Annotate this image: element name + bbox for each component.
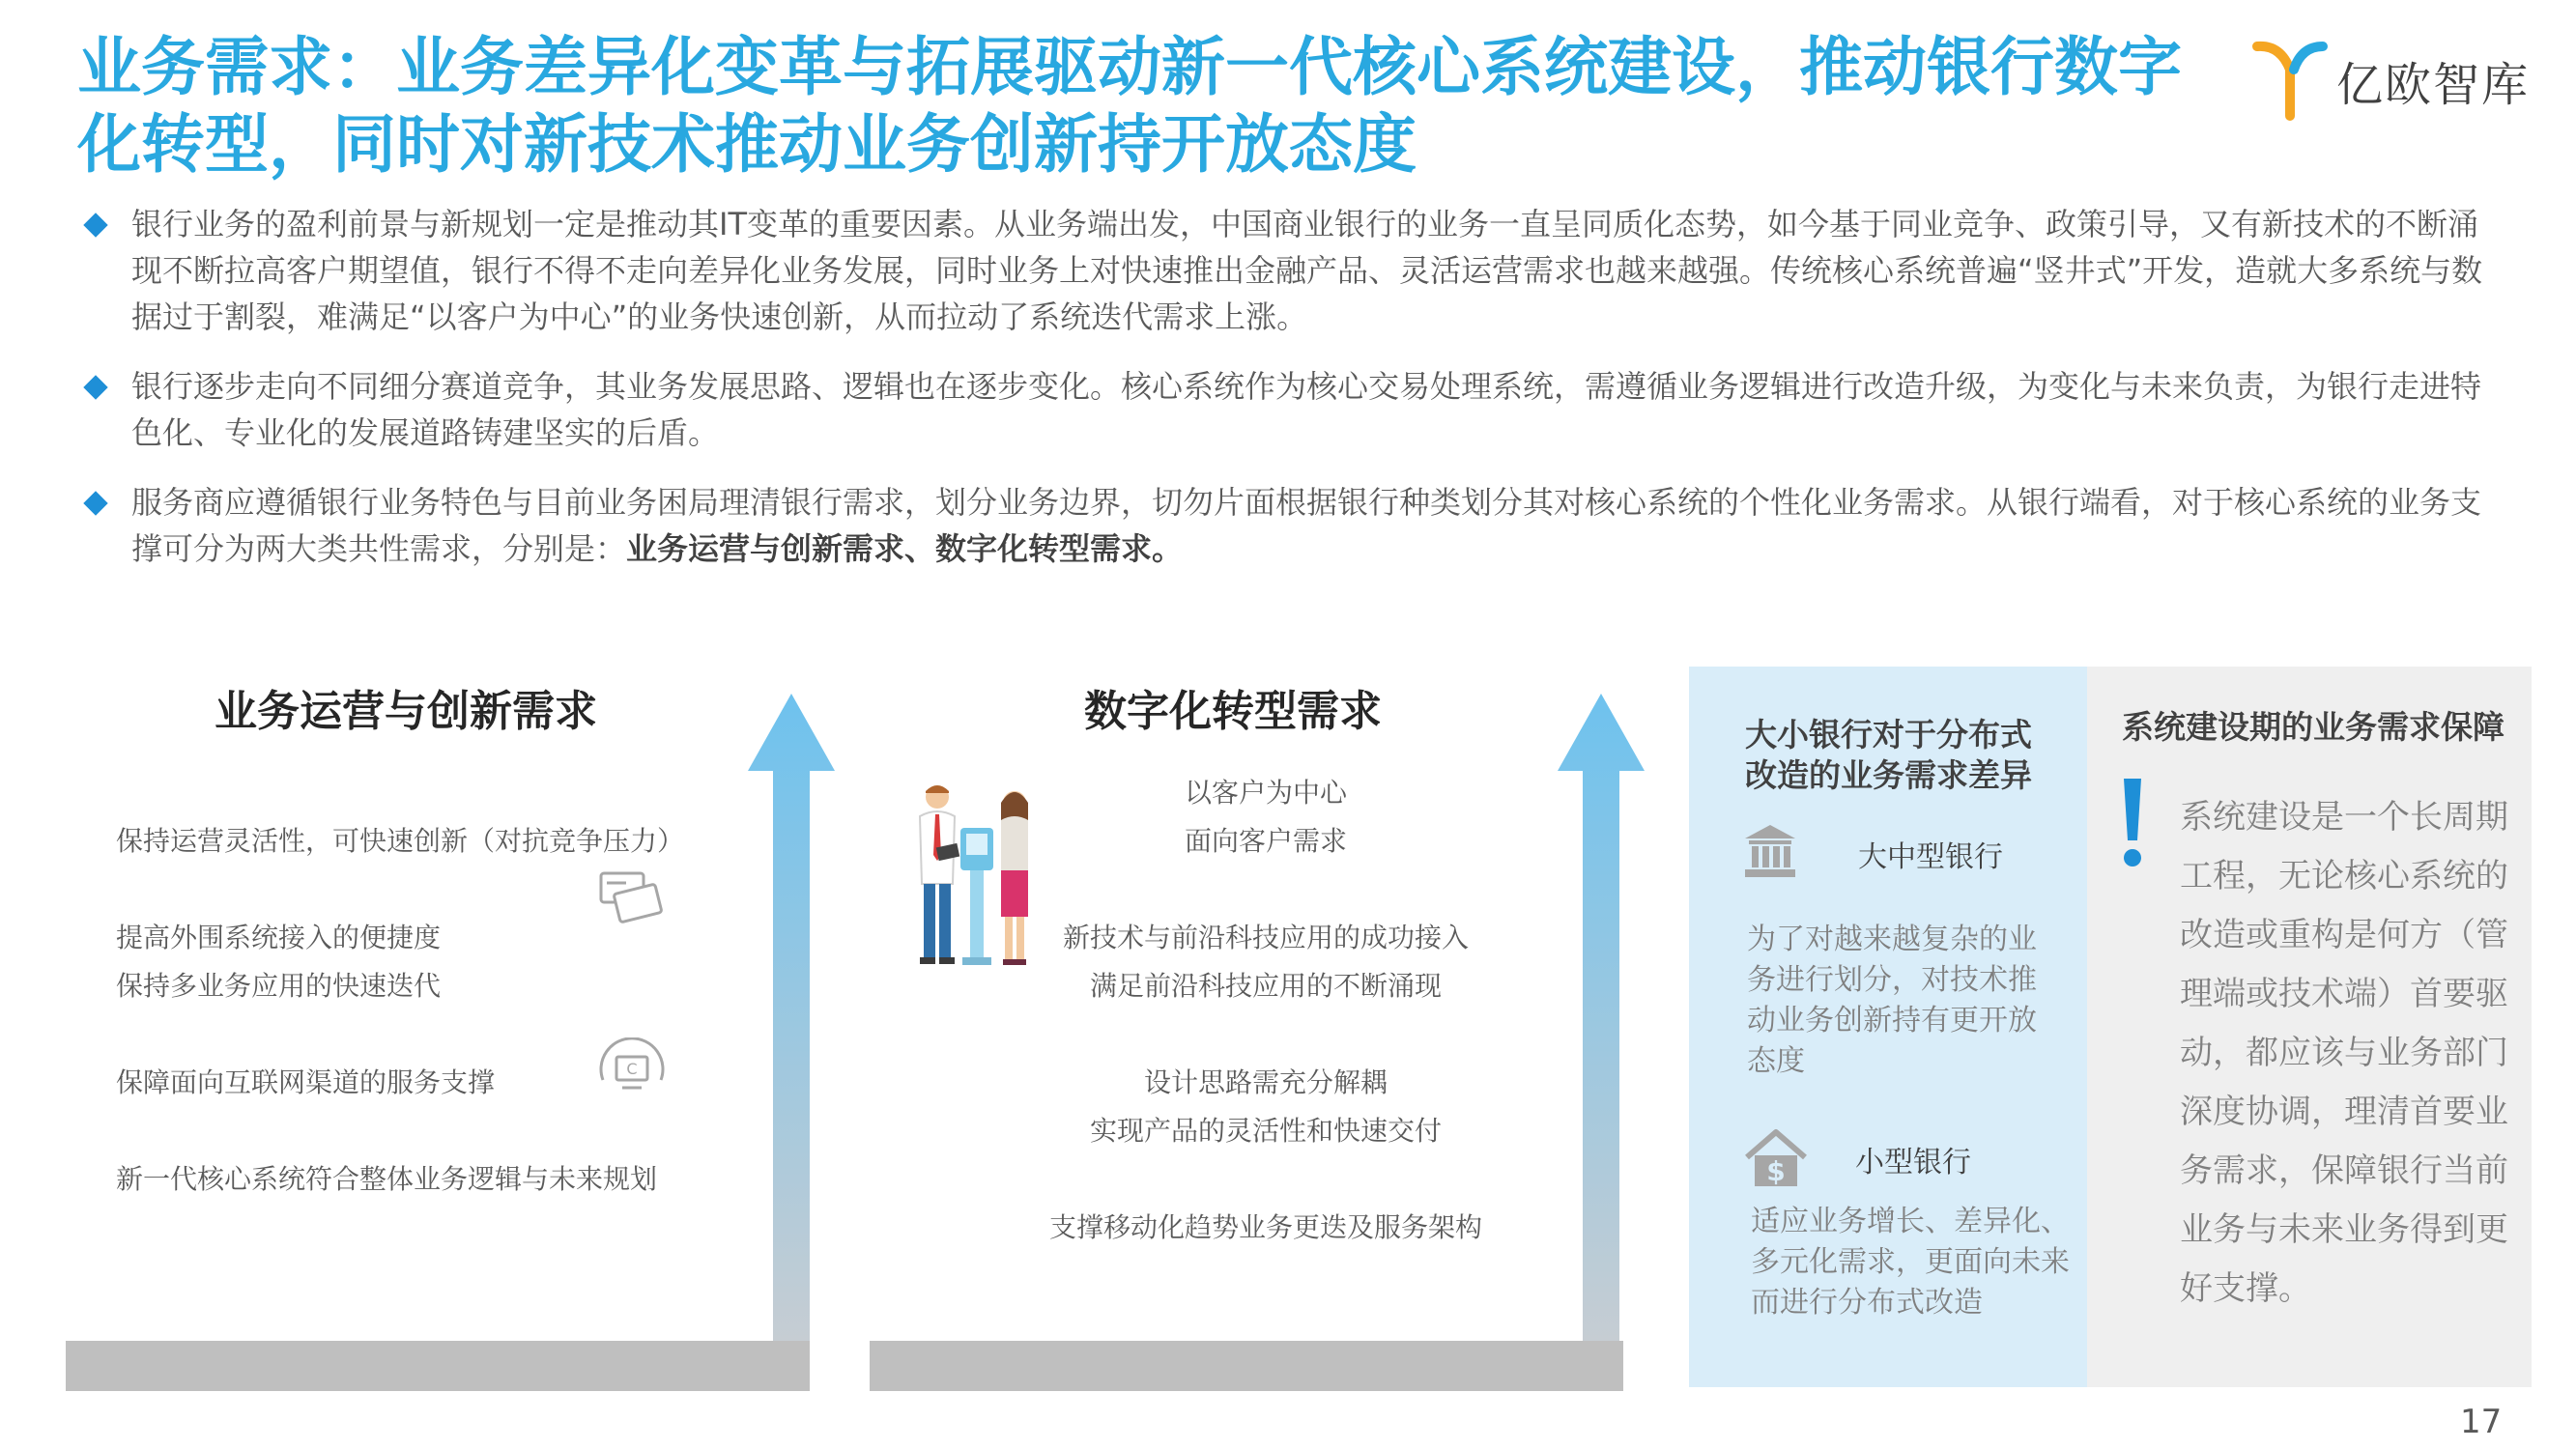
bullet-list [81, 201, 2506, 595]
list-item: 实现产品的灵活性和快速交付 [1089, 1115, 1442, 1147]
computer-monitor-icon [595, 1037, 669, 1103]
panel-requirement-guarantee [2087, 667, 2532, 1387]
logo-text: 亿欧智库 [2336, 58, 2531, 112]
logo [2251, 37, 2532, 124]
list-item: 以客户为中心 [1184, 777, 1347, 809]
section-title-digital: 数字化转型需求 [1084, 687, 1382, 736]
list-item: 支撑移动化趋势业务更迭及服务架构 [1048, 1211, 1482, 1243]
list-item: 保障面向互联网渠道的服务支撑 [116, 1066, 496, 1098]
dollar-house-icon [1743, 1128, 1809, 1188]
list-item: 新技术与前沿科技应用的成功接入 [1062, 922, 1469, 953]
bullet-text: 银行逐步走向不同细分赛道竞争，其业务发展思路、逻辑也在逐步变化。核心系统作为核心交易处理系统，需遵循业务逻辑进行改造升级，为变化与未来负责，为银行走进特色化、专业化的发展道路铸建坚实的后盾。 [131, 368, 2482, 451]
base-bar [870, 1341, 1623, 1391]
up-arrow-icon [1558, 694, 1645, 1341]
list-item: 满足前沿科技应用的不断涌现 [1089, 970, 1442, 1002]
bank-building-icon [1743, 823, 1797, 879]
list-item: 提高外围系统接入的便捷度 [116, 922, 442, 953]
logo-y-icon [2251, 37, 2329, 124]
svg-text:$: $ [1766, 1155, 1786, 1187]
diamond-bullet-icon [83, 491, 107, 515]
bullet-item [81, 363, 2506, 456]
list-item: 新一代核心系统符合整体业务逻辑与未来规划 [116, 1163, 658, 1195]
credit-card-icon [597, 869, 665, 925]
panel-title: 系统建设期的业务需求保障 [2122, 708, 2504, 746]
up-arrow-icon [748, 694, 835, 1341]
bank-description: 适应业务增长、差异化、多元化需求，更面向未来而进行分布式改造 [1751, 1205, 2070, 1320]
people-at-kiosk-illustration [899, 778, 1044, 971]
bullet-text: 服务商应遵循银行业务特色与目前业务困局理清银行需求，划分业务边界，切勿片面根据银行种类划分其对核心系统的个性化业务需求。从银行端看，对于核心系统的业务支撑可分为两大类共性需求，分别是： [131, 484, 2482, 567]
page-number: 17 [2460, 1403, 2503, 1441]
list-item: 保持多业务应用的快速迭代 [116, 970, 442, 1002]
bullet-item [81, 201, 2506, 340]
bank-description: 为了对越来越复杂的业务进行划分，对技术推动业务创新持有更开放态度 [1747, 923, 2037, 1078]
diamond-bullet-icon [83, 375, 107, 399]
bullet-text: 银行业务的盈利前景与新规划一定是推动其IT变革的重要因素。从业务端出发，中国商业银行的业务一直呈同质化态势，如今基于同业竞争、政策引导，又有新技术的不断涌现不断拉高客户期望值，银行不得不走向差异化业务发展，同时业务上对快速推出金融产品、灵活运营需求也越来越强。传统核心系统普遍“竖井式”开发，造就大多系统与数据过于割裂，难满足“以客户为中心”的业务快速创新，从而拉动了系统迭代需求上涨。 [131, 206, 2483, 335]
bank-name: 大中型银行 [1858, 840, 2003, 874]
svg-text:C: C [626, 1060, 638, 1078]
exclamation-icon [2120, 775, 2145, 871]
page-title: 业务需求：业务差异化变革与拓展驱动新一代核心系统建设，推动银行数字化转型，同时对新技术推动业务创新持开放态度 [77, 30, 2182, 182]
panel-text: 系统建设是一个长周期工程，无论核心系统的改造或重构是何方（管理端或技术端）首要驱动，都应该与业务部门深度协调，理清首要业务需求，保障银行当前业务与未来业务得到更好支撑。 [2180, 798, 2508, 1308]
list-item: 保持运营灵活性，可快速创新（对抗竞争压力） [116, 825, 685, 857]
bullet-item [81, 479, 2506, 572]
diamond-bullet-icon [83, 213, 107, 237]
panel-bank-differences [1689, 667, 2087, 1387]
list-item: 面向客户需求 [1184, 825, 1347, 857]
section-title-business: 业务运营与创新需求 [215, 687, 597, 736]
panel-title: 大小银行对于分布式改造的业务需求差异 [1745, 716, 2032, 794]
list-item: 设计思路需充分解耦 [1143, 1066, 1388, 1098]
bullet-bold-text: 业务运营与创新需求、数字化转型需求。 [626, 530, 1184, 567]
bank-name: 小型银行 [1855, 1146, 1971, 1179]
base-bar [66, 1341, 810, 1391]
